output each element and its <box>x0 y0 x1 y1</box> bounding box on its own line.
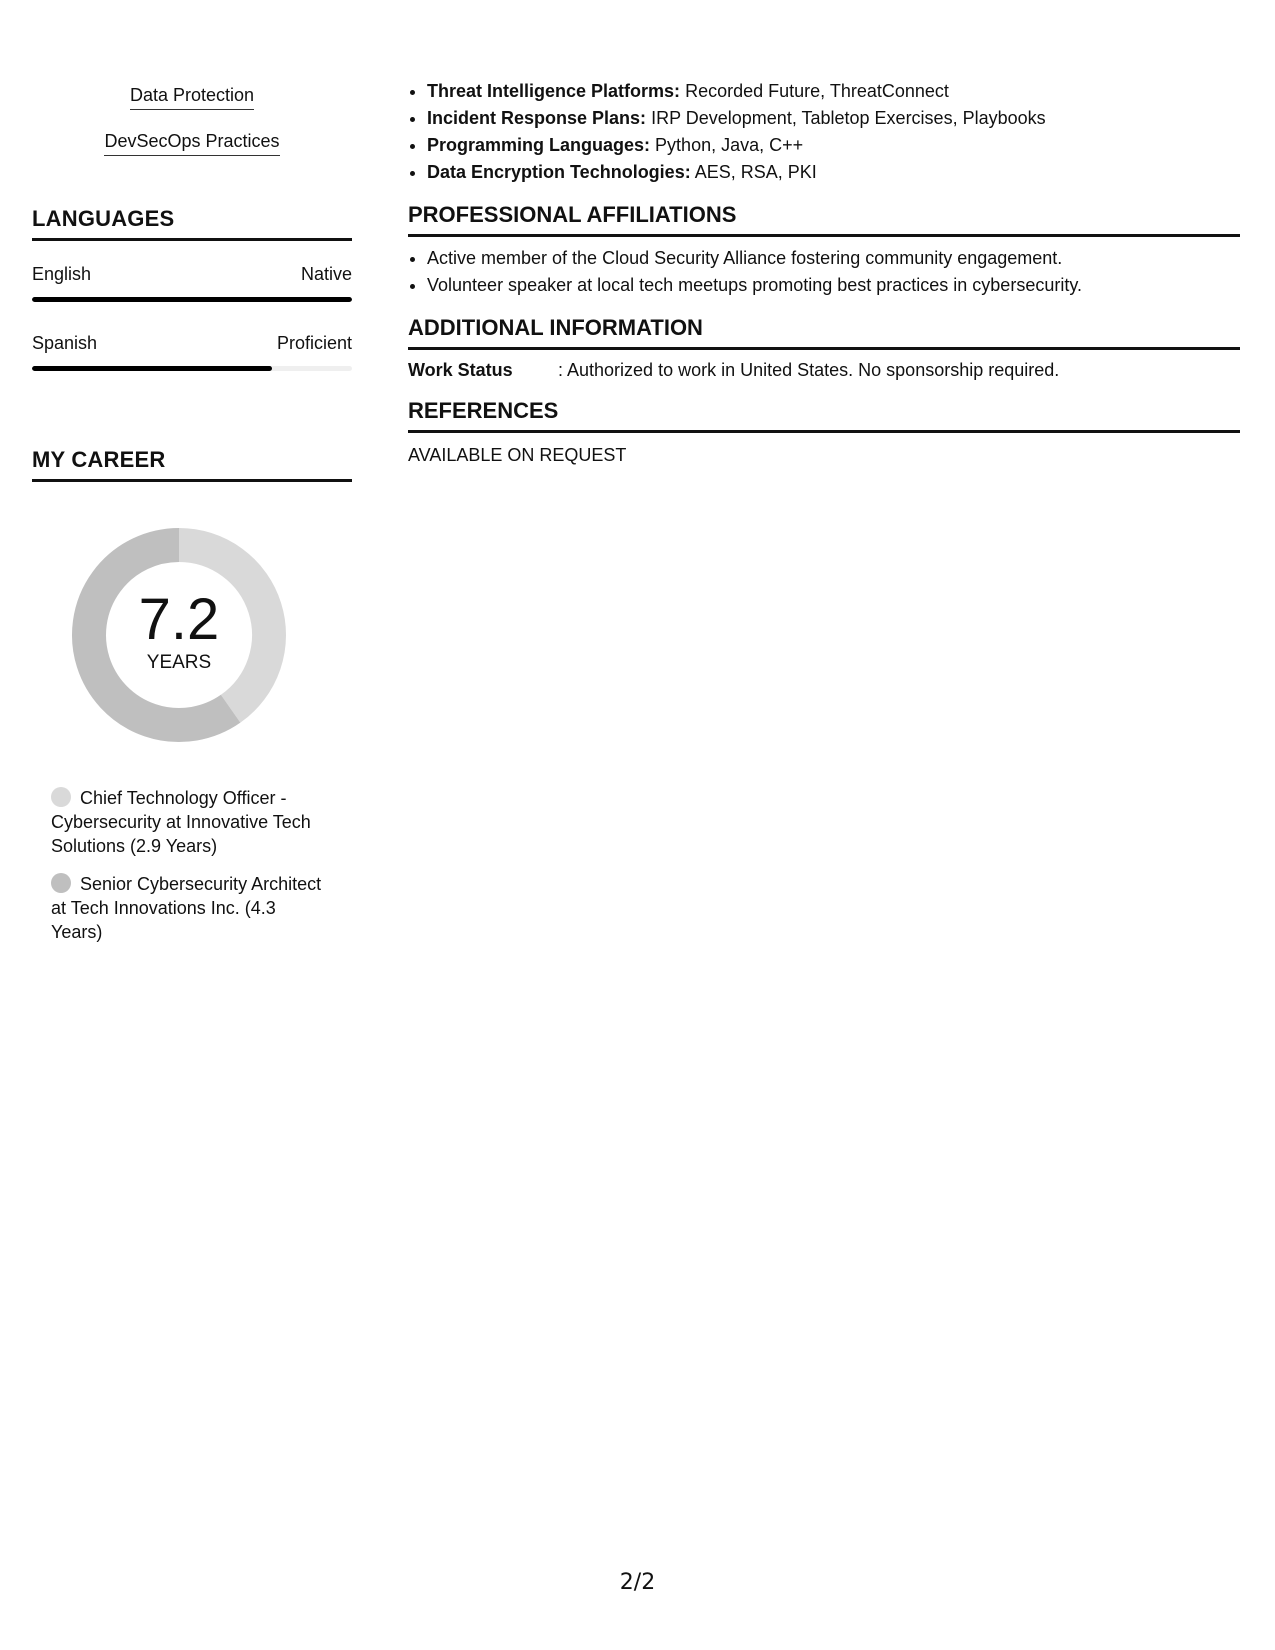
page-number: 2/2 <box>619 1570 656 1595</box>
career-total-years: 7.2 <box>138 587 220 652</box>
affiliations-title: PROFESSIONAL AFFILIATIONS <box>408 202 1240 237</box>
skill-tags <box>32 84 352 156</box>
left-column <box>32 84 352 958</box>
references-section <box>408 398 1240 467</box>
additional-info-section <box>408 315 1240 382</box>
language-row-spanish <box>32 332 352 371</box>
skill-tag-data-protection: Data Protection <box>130 84 254 110</box>
language-row-english <box>32 263 352 302</box>
language-progress-fill <box>32 366 272 371</box>
career-donut-chart <box>64 520 294 750</box>
languages-section <box>32 206 352 371</box>
technical-skills-list <box>408 78 1240 186</box>
references-text: AVAILABLE ON REQUEST <box>408 445 627 465</box>
affiliations-list <box>408 245 1240 299</box>
language-progress-bar <box>32 366 352 371</box>
career-legend <box>51 786 331 944</box>
language-progress-bar <box>32 297 352 302</box>
languages-title: LANGUAGES <box>32 206 352 241</box>
language-progress-fill <box>32 297 352 302</box>
language-name: English <box>32 264 92 284</box>
affiliations-section <box>408 202 1240 299</box>
career-legend-item <box>51 872 331 944</box>
additional-info-title: ADDITIONAL INFORMATION <box>408 315 1240 350</box>
list-item: • Programming Languages: Python, Java, C++ <box>427 132 1240 159</box>
legend-dot-icon <box>51 787 71 807</box>
list-item: • Threat Intelligence Platforms: Recorded Future, ThreatConnect <box>427 78 1240 105</box>
list-item: • Data Encryption Technologies: AES, RSA, PKI <box>427 159 1240 186</box>
legend-dot-icon <box>51 873 71 893</box>
work-status-label: Work Status <box>408 360 513 380</box>
career-title: MY CAREER <box>32 447 352 482</box>
list-item: • Volunteer speaker at local tech meetups promoting best practices in cybersecurity. <box>427 272 1240 299</box>
language-level: Proficient <box>276 333 352 353</box>
career-role-label: Chief Technology Officer - Cybersecurity at Innovative Tech Solutions (2.9 Years) <box>51 788 311 856</box>
skill-tag-devsecops: DevSecOps Practices <box>104 130 279 156</box>
references-title: REFERENCES <box>408 398 1240 433</box>
career-total-unit: YEARS <box>146 652 212 673</box>
list-item: • Active member of the Cloud Security Alliance fostering community engagement. <box>427 245 1240 272</box>
work-status-value: : Authorized to work in United States. No sponsorship required. <box>558 360 1060 380</box>
language-level: Native <box>300 264 352 284</box>
career-legend-item <box>51 786 331 858</box>
career-role-label: Senior Cybersecurity Architect at Tech Innovations Inc. (4.3 Years) <box>51 874 322 942</box>
work-status-row <box>408 358 1240 382</box>
language-name: Spanish <box>32 333 98 353</box>
right-column <box>408 78 1240 467</box>
list-item: • Incident Response Plans: IRP Development, Tabletop Exercises, Playbooks <box>427 105 1240 132</box>
career-section <box>32 447 352 944</box>
